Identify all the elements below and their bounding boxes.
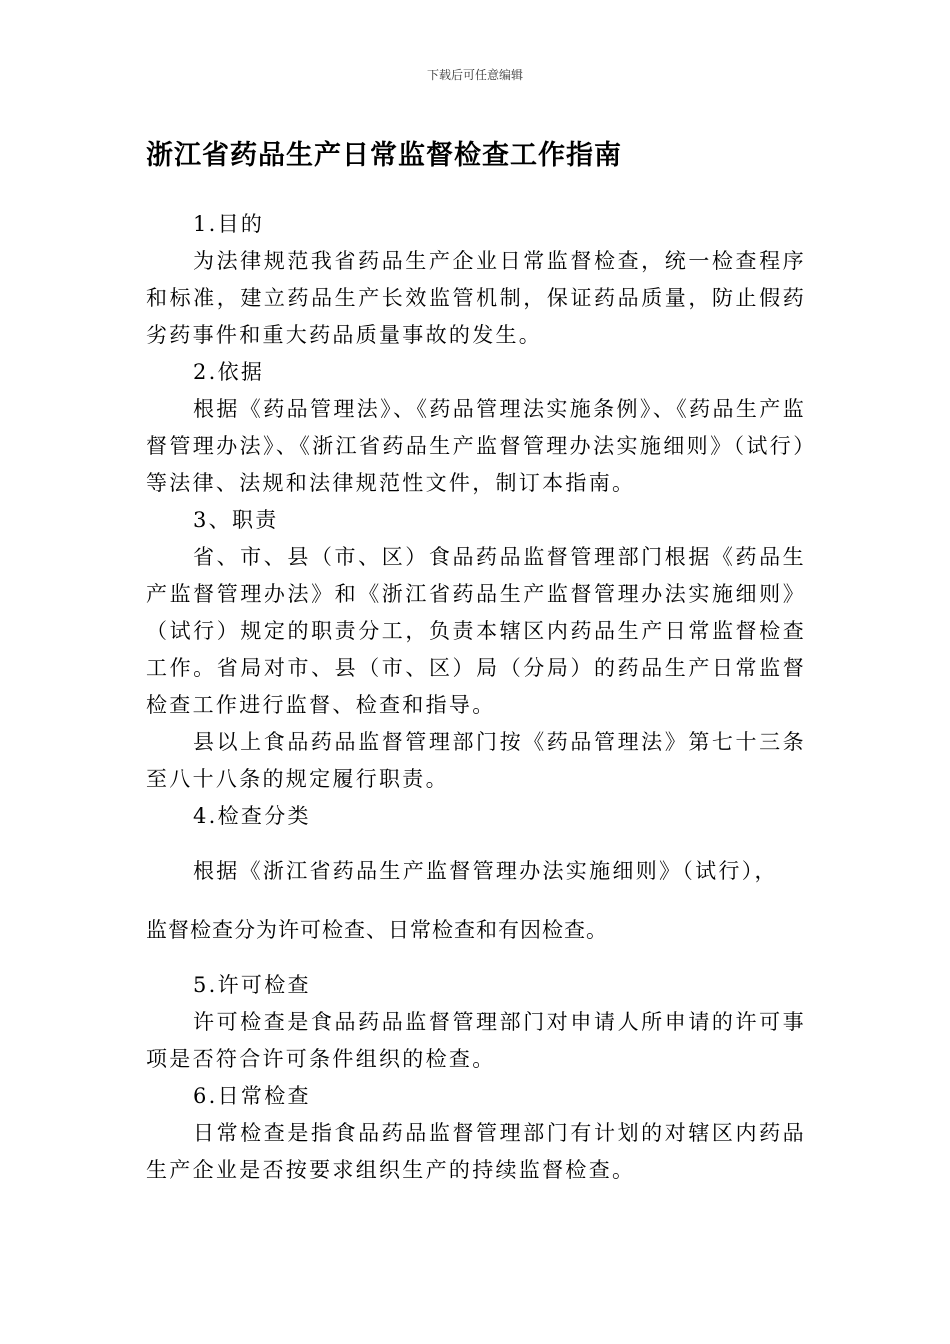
paragraph-basis: 根据《药品管理法》、《药品管理法实施条例》、《药品生产监督管理办法》、《浙江省药品生产监督管理办法实施细则》（试行）等法律、法规和法律规范性文件，制订本指南。 [146,397,806,495]
section-heading-classification: 4.检查分类 [193,804,311,828]
document-body [146,206,806,1189]
section-heading-license-inspection: 5.许可检查 [193,973,311,997]
section-heading-routine-inspection: 6.日常检查 [193,1084,311,1108]
page-header-note: 下载后可任意编辑 [426,68,523,82]
paragraph-duties: 省、市、县（市、区）食品药品监督管理部门根据《药品生产监督管理办法》和《浙江省药品生产监督管理办法实施细则》（试行）规定的职责分工，负责本辖区内药品生产日常监督检查工作。省局对市、县（市、区）局（分局）的药品生产日常监督检查工作进行监督、检查和指导。 [146,545,806,717]
paragraph-routine-inspection: 日常检查是指食品药品监督管理部门有计划的对辖区内药品生产企业是否按要求组织生产的持续监督检查。 [146,1121,806,1182]
section-heading-duties: 3、职责 [193,508,279,532]
paragraph-license-inspection: 许可检查是食品药品监督管理部门对申请人所申请的许可事项是否符合许可条件组织的检查。 [146,1010,806,1071]
paragraph-duties-2: 县以上食品药品监督管理部门按《药品管理法》第七十三条至八十八条的规定履行职责。 [146,730,806,791]
document-title: 浙江省药品生产日常监督检查工作指南 [146,140,622,171]
section-heading-basis: 2.依据 [193,360,265,384]
section-heading-purpose: 1.目的 [193,212,265,236]
paragraph-classification: 根据《浙江省药品生产监督管理办法实施细则》（试行）， [193,859,778,883]
paragraph-classification-2: 监督检查分为许可检查、日常检查和有因检查。 [146,918,608,942]
paragraph-purpose: 为法律规范我省药品生产企业日常监督检查，统一检查程序和标准，建立药品生产长效监管机制，保证药品质量，防止假药劣药事件和重大药品质量事故的发生。 [146,249,806,347]
